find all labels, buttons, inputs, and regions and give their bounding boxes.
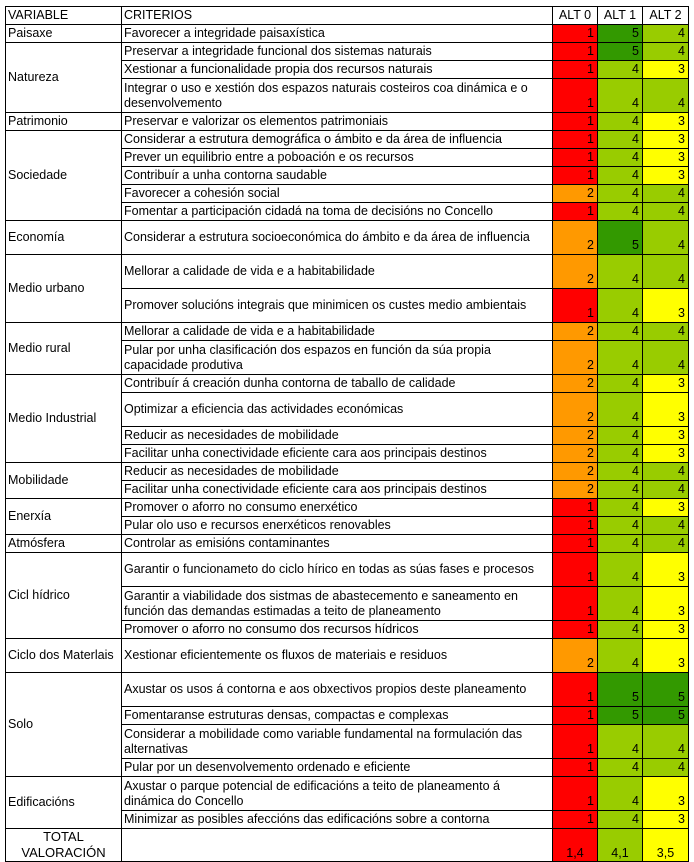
score-alt0: 2	[553, 341, 598, 375]
total-alt2: 3,5	[643, 829, 689, 862]
score-alt0: 1	[553, 203, 598, 221]
total-row	[6, 829, 689, 862]
score-alt0: 1	[553, 25, 598, 43]
score-alt0: 1	[553, 621, 598, 639]
score-alt2: 3	[643, 639, 689, 673]
score-alt0: 1	[553, 673, 598, 707]
header-alt0: ALT 0	[553, 7, 598, 25]
header-variable: VARIABLE	[6, 7, 122, 25]
score-alt2: 3	[643, 113, 689, 131]
score-alt1: 4	[598, 639, 643, 673]
table-row	[6, 463, 689, 481]
score-alt1: 4	[598, 79, 643, 113]
score-alt0: 1	[553, 587, 598, 621]
score-alt2: 4	[643, 535, 689, 553]
score-alt1: 4	[598, 167, 643, 185]
score-alt2: 4	[643, 517, 689, 535]
criterion-cell: Optimizar a eficiencia das actividades económicas	[122, 393, 553, 427]
criterion-cell: Controlar as emisións contaminantes	[122, 535, 553, 553]
score-alt0: 2	[553, 255, 598, 289]
variable-cell: Solo	[6, 673, 122, 777]
score-alt2: 4	[643, 25, 689, 43]
score-alt2: 3	[643, 61, 689, 79]
score-alt0: 2	[553, 445, 598, 463]
table-row	[6, 113, 689, 131]
score-alt2: 4	[643, 203, 689, 221]
score-alt1: 4	[598, 535, 643, 553]
score-alt1: 4	[598, 553, 643, 587]
variable-cell: Mobilidade	[6, 463, 122, 499]
criterion-cell: Mellorar a calidade de vida e a habitabilidade	[122, 323, 553, 341]
score-alt2: 3	[643, 587, 689, 621]
score-alt1: 4	[598, 811, 643, 829]
score-alt1: 4	[598, 393, 643, 427]
score-alt0: 2	[553, 481, 598, 499]
score-alt0: 1	[553, 777, 598, 811]
criterion-cell: Axustar o parque potencial de edificacións a teito de planeamento á dinámica do Concello	[122, 777, 553, 811]
variable-cell: Patrimonio	[6, 113, 122, 131]
score-alt1: 5	[598, 707, 643, 725]
criterion-cell: Xestionar eficientemente os fluxos de materiais e residuos	[122, 639, 553, 673]
criterion-cell: Fomentaranse estruturas densas, compactas e complexas	[122, 707, 553, 725]
variable-cell: Natureza	[6, 43, 122, 113]
score-alt2: 5	[643, 673, 689, 707]
score-alt1: 5	[598, 43, 643, 61]
variable-cell: Medio Industrial	[6, 375, 122, 463]
table-row	[6, 553, 689, 587]
score-alt1: 4	[598, 289, 643, 323]
score-alt2: 4	[643, 221, 689, 255]
score-alt0: 1	[553, 61, 598, 79]
criterion-cell: Promover o aforro no consumo dos recursos hídricos	[122, 621, 553, 639]
variable-cell: Edificacións	[6, 777, 122, 829]
score-alt0: 2	[553, 185, 598, 203]
criterion-cell: Facilitar unha conectividade eficiente cara aos principais destinos	[122, 445, 553, 463]
score-alt2: 4	[643, 185, 689, 203]
criterion-cell: Pular por unha clasificación dos espazos en función da súa propia capacidade produtiva	[122, 341, 553, 375]
score-alt1: 4	[598, 203, 643, 221]
score-alt1: 4	[598, 621, 643, 639]
score-alt2: 4	[643, 481, 689, 499]
criterion-cell: Prever un equilibrio entre a poboación e os recursos	[122, 149, 553, 167]
score-alt2: 4	[643, 463, 689, 481]
score-alt1: 4	[598, 445, 643, 463]
criterion-cell: Pular olo uso e recursos enerxéticos renovables	[122, 517, 553, 535]
table-row	[6, 43, 689, 61]
criterion-cell: Pular por un desenvolvemento ordenado e eficiente	[122, 759, 553, 777]
table-body	[6, 25, 689, 829]
score-alt0: 2	[553, 463, 598, 481]
score-alt1: 4	[598, 777, 643, 811]
score-alt1: 4	[598, 587, 643, 621]
score-alt2: 5	[643, 707, 689, 725]
table-row	[6, 777, 689, 811]
score-alt1: 4	[598, 427, 643, 445]
criterion-cell: Promover o aforro no consumo enerxético	[122, 499, 553, 517]
table-row	[6, 255, 689, 289]
criterion-cell: Considerar a estrutura demográfica o ámbito e da área de influencia	[122, 131, 553, 149]
table-row	[6, 25, 689, 43]
score-alt1: 4	[598, 185, 643, 203]
score-alt2: 3	[643, 777, 689, 811]
score-alt0: 1	[553, 499, 598, 517]
criterion-cell: Contribuír a unha contorna saudable	[122, 167, 553, 185]
score-alt0: 1	[553, 131, 598, 149]
score-alt2: 3	[643, 445, 689, 463]
table-row	[6, 375, 689, 393]
score-alt1: 5	[598, 673, 643, 707]
score-alt1: 4	[598, 725, 643, 759]
score-alt0: 1	[553, 759, 598, 777]
variable-cell: Paisaxe	[6, 25, 122, 43]
criterion-cell: Reducir as necesidades de mobilidade	[122, 427, 553, 445]
score-alt0: 2	[553, 427, 598, 445]
score-alt2: 4	[643, 323, 689, 341]
score-alt2: 4	[643, 759, 689, 777]
criterion-cell: Garantir o funcionameto do ciclo hírico en todas as súas fases e procesos	[122, 553, 553, 587]
score-alt0: 2	[553, 393, 598, 427]
score-alt1: 4	[598, 463, 643, 481]
score-alt2: 3	[643, 131, 689, 149]
score-alt2: 3	[643, 499, 689, 517]
variable-cell: Sociedade	[6, 131, 122, 221]
criterion-cell: Considerar a estrutura socioeconómica do ámbito e da área de influencia	[122, 221, 553, 255]
score-alt1: 4	[598, 61, 643, 79]
score-alt1: 4	[598, 113, 643, 131]
score-alt1: 4	[598, 131, 643, 149]
score-alt1: 5	[598, 221, 643, 255]
criterion-cell: Minimizar as posibles afeccións das edificacións sobre a contorna	[122, 811, 553, 829]
score-alt2: 3	[643, 621, 689, 639]
criterion-cell: Preservar e valorizar os elementos patrimoniais	[122, 113, 553, 131]
table-row	[6, 221, 689, 255]
score-alt1: 5	[598, 25, 643, 43]
criterion-cell: Facilitar unha conectividade eficiente cara aos principais destinos	[122, 481, 553, 499]
criterion-cell: Garantir a viabilidade dos sistmas de abastecemento e saneamento en función das demandas estimadas a teito de planeamento	[122, 587, 553, 621]
variable-cell: Economía	[6, 221, 122, 255]
total-label	[6, 829, 122, 862]
score-alt1: 4	[598, 341, 643, 375]
evaluation-table	[5, 6, 689, 862]
table-row	[6, 639, 689, 673]
variable-cell: Medio rural	[6, 323, 122, 375]
score-alt2: 3	[643, 375, 689, 393]
criterion-cell: Favorecer a integridade paisaxística	[122, 25, 553, 43]
score-alt2: 3	[643, 289, 689, 323]
total-label-line1: TOTAL	[43, 829, 84, 844]
table-row	[6, 323, 689, 341]
criterion-cell: Fomentar a participación cidadá na toma de decisións no Concello	[122, 203, 553, 221]
score-alt0: 2	[553, 323, 598, 341]
score-alt1: 4	[598, 481, 643, 499]
header-row	[6, 7, 689, 25]
score-alt0: 1	[553, 517, 598, 535]
score-alt0: 1	[553, 149, 598, 167]
score-alt0: 1	[553, 43, 598, 61]
variable-cell: Medio urbano	[6, 255, 122, 323]
criterion-cell: Contribuír á creación dunha contorna de taballo de calidade	[122, 375, 553, 393]
variable-cell: Atmósfera	[6, 535, 122, 553]
criterion-cell: Promover solucións integrais que minimicen os custes medio ambientais	[122, 289, 553, 323]
score-alt0: 1	[553, 535, 598, 553]
score-alt2: 3	[643, 427, 689, 445]
score-alt2: 3	[643, 149, 689, 167]
score-alt1: 4	[598, 375, 643, 393]
score-alt1: 4	[598, 149, 643, 167]
score-alt2: 3	[643, 811, 689, 829]
criterion-cell: Preservar a integridade funcional dos sistemas naturais	[122, 43, 553, 61]
score-alt0: 1	[553, 79, 598, 113]
score-alt0: 2	[553, 639, 598, 673]
score-alt0: 2	[553, 375, 598, 393]
score-alt2: 4	[643, 43, 689, 61]
score-alt1: 4	[598, 255, 643, 289]
criterion-cell: Xestionar a funcionalidade propia dos recursos naturais	[122, 61, 553, 79]
score-alt0: 1	[553, 113, 598, 131]
variable-cell: Ciclo dos Materlais	[6, 639, 122, 673]
header-criterios: CRITERIOS	[122, 7, 553, 25]
score-alt0: 1	[553, 289, 598, 323]
score-alt0: 1	[553, 811, 598, 829]
score-alt2: 4	[643, 725, 689, 759]
criterion-cell: Favorecer a cohesión social	[122, 185, 553, 203]
score-alt2: 3	[643, 553, 689, 587]
score-alt2: 4	[643, 341, 689, 375]
score-alt2: 4	[643, 79, 689, 113]
criterion-cell: Mellorar a calidade de vida e a habitabilidade	[122, 255, 553, 289]
header-alt1: ALT 1	[598, 7, 643, 25]
variable-cell: Cicl hídrico	[6, 553, 122, 639]
total-label-line2: VALORACIÓN	[21, 845, 106, 860]
header-alt2: ALT 2	[643, 7, 689, 25]
score-alt0: 2	[553, 221, 598, 255]
score-alt1: 4	[598, 499, 643, 517]
score-alt0: 1	[553, 725, 598, 759]
score-alt0: 1	[553, 553, 598, 587]
score-alt0: 1	[553, 167, 598, 185]
score-alt1: 4	[598, 517, 643, 535]
score-alt1: 4	[598, 323, 643, 341]
table-row	[6, 131, 689, 149]
total-alt0: 1,4	[553, 829, 598, 862]
criterion-cell: Considerar a mobilidade como variable fundamental na formulación das alternativas	[122, 725, 553, 759]
total-alt1: 4,1	[598, 829, 643, 862]
criterion-cell: Reducir as necesidades de mobilidade	[122, 463, 553, 481]
criterion-cell: Axustar os usos á contorna e aos obxectivos propios deste planeamento	[122, 673, 553, 707]
table-row	[6, 673, 689, 707]
table-row	[6, 499, 689, 517]
score-alt1: 4	[598, 759, 643, 777]
table-row	[6, 535, 689, 553]
criterion-cell: Integrar o uso e xestión dos espazos naturais costeiros coa dinámica e o desenvolvemento	[122, 79, 553, 113]
score-alt0: 1	[553, 707, 598, 725]
score-alt2: 3	[643, 393, 689, 427]
score-alt2: 4	[643, 255, 689, 289]
score-alt2: 3	[643, 167, 689, 185]
total-criterion-cell	[122, 829, 553, 862]
variable-cell: Enerxía	[6, 499, 122, 535]
